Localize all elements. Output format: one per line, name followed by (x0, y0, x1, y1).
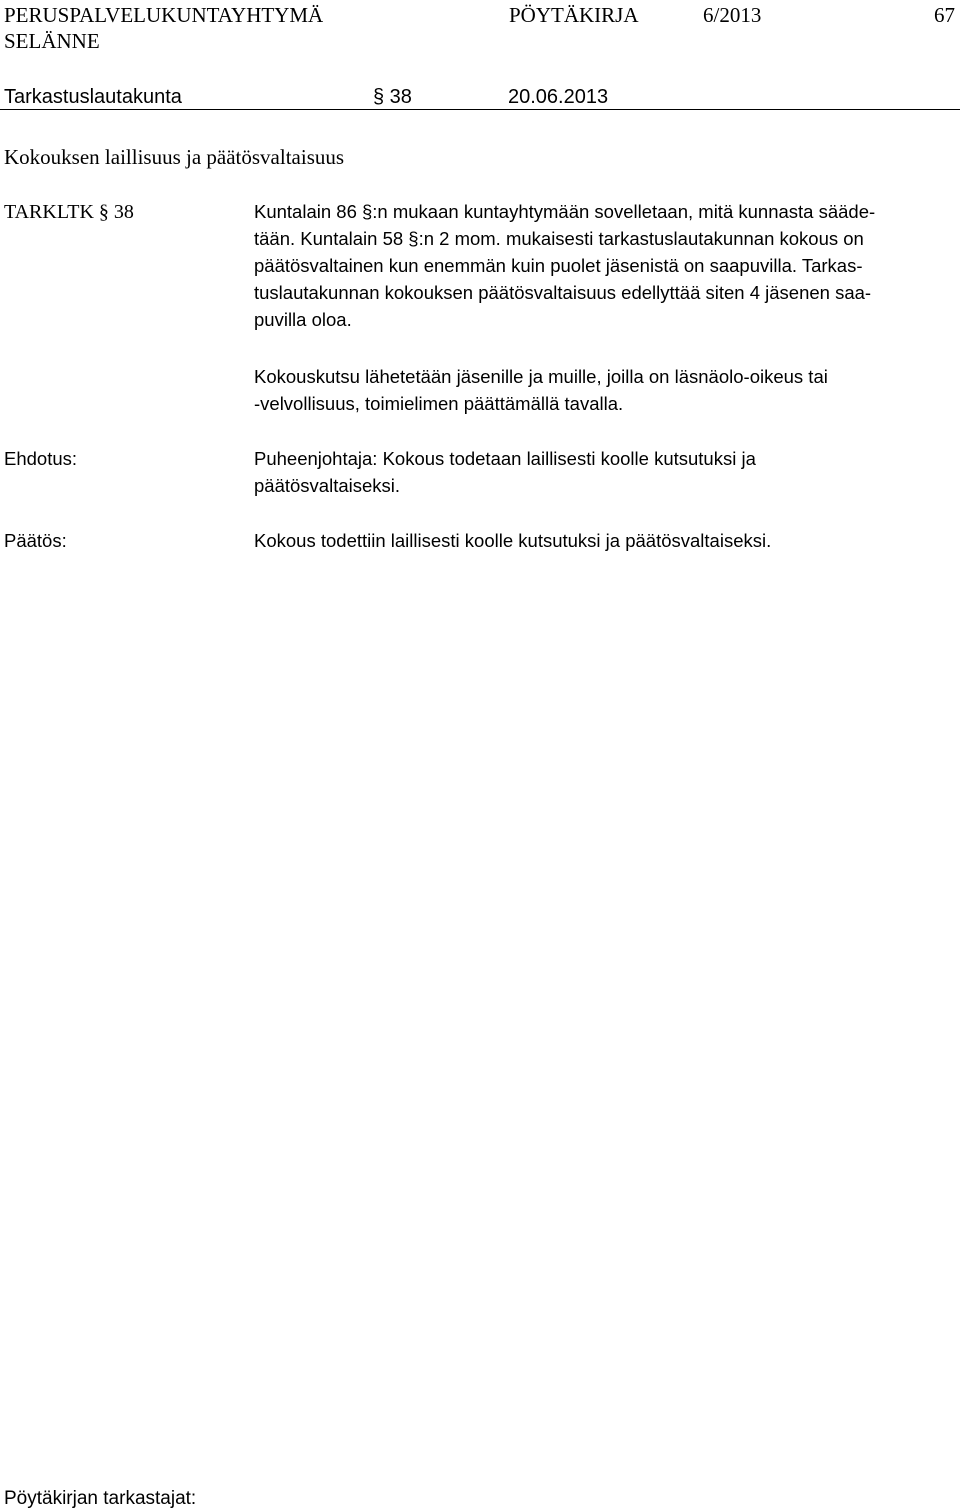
text-line: puvilla oloa. (254, 309, 352, 330)
proposal-text (254, 445, 756, 499)
header-divider (0, 109, 960, 110)
text-line: päätösvaltaiseksi. (254, 475, 401, 496)
document-number: 6/2013 (703, 3, 762, 27)
text-line: tään. Kuntalain 58 §:n 2 mom. mukaisesti tarkastuslautakunnan kokous on (254, 228, 864, 249)
text-line: päätösvaltainen kun enemmän kuin puolet jäsenistä on saapuvilla. Tarkas- (254, 255, 863, 276)
committee-name: Tarkastuslautakunta (4, 86, 182, 108)
organization-name: PERUSPALVELUKUNTAYHTYMÄ (4, 3, 324, 27)
decision-label: Päätös: (4, 530, 67, 551)
text-line: Kokouskutsu lähetetään jäsenille ja muille, joilla on läsnäolo-oikeus tai (254, 366, 828, 387)
meeting-section: § 38 (373, 86, 412, 108)
text-line: Kuntalain 86 §:n mukaan kuntayhtymään sovelletaan, mitä kunnasta sääde- (254, 201, 876, 222)
paragraph-legal-basis (254, 198, 875, 333)
text-line: Puheenjohtaja: Kokous todetaan laillisesti koolle kutsutuksi ja (254, 448, 756, 469)
section-id: TARKLTK § 38 (4, 201, 134, 223)
minutes-checkers-label: Pöytäkirjan tarkastajat: (4, 1488, 197, 1509)
text-line: Kokous todettiin laillisesti koolle kutsutuksi ja päätösvaltaiseksi. (254, 530, 772, 551)
decision-text (254, 527, 771, 554)
document-type: PÖYTÄKIRJA (509, 3, 639, 27)
meeting-date: 20.06.2013 (508, 86, 609, 108)
proposal-label: Ehdotus: (4, 448, 78, 469)
text-line: tuslautakunnan kokouksen päätösvaltaisuus edellyttää siten 4 jäsenen saa- (254, 282, 872, 303)
paragraph-invitation (254, 363, 828, 417)
text-line: -velvollisuus, toimielimen päättämällä tavalla. (254, 393, 624, 414)
organization-subname: SELÄNNE (4, 29, 100, 53)
page-number: 67 (934, 3, 955, 27)
item-title: Kokouksen laillisuus ja päätösvaltaisuus (4, 145, 345, 169)
